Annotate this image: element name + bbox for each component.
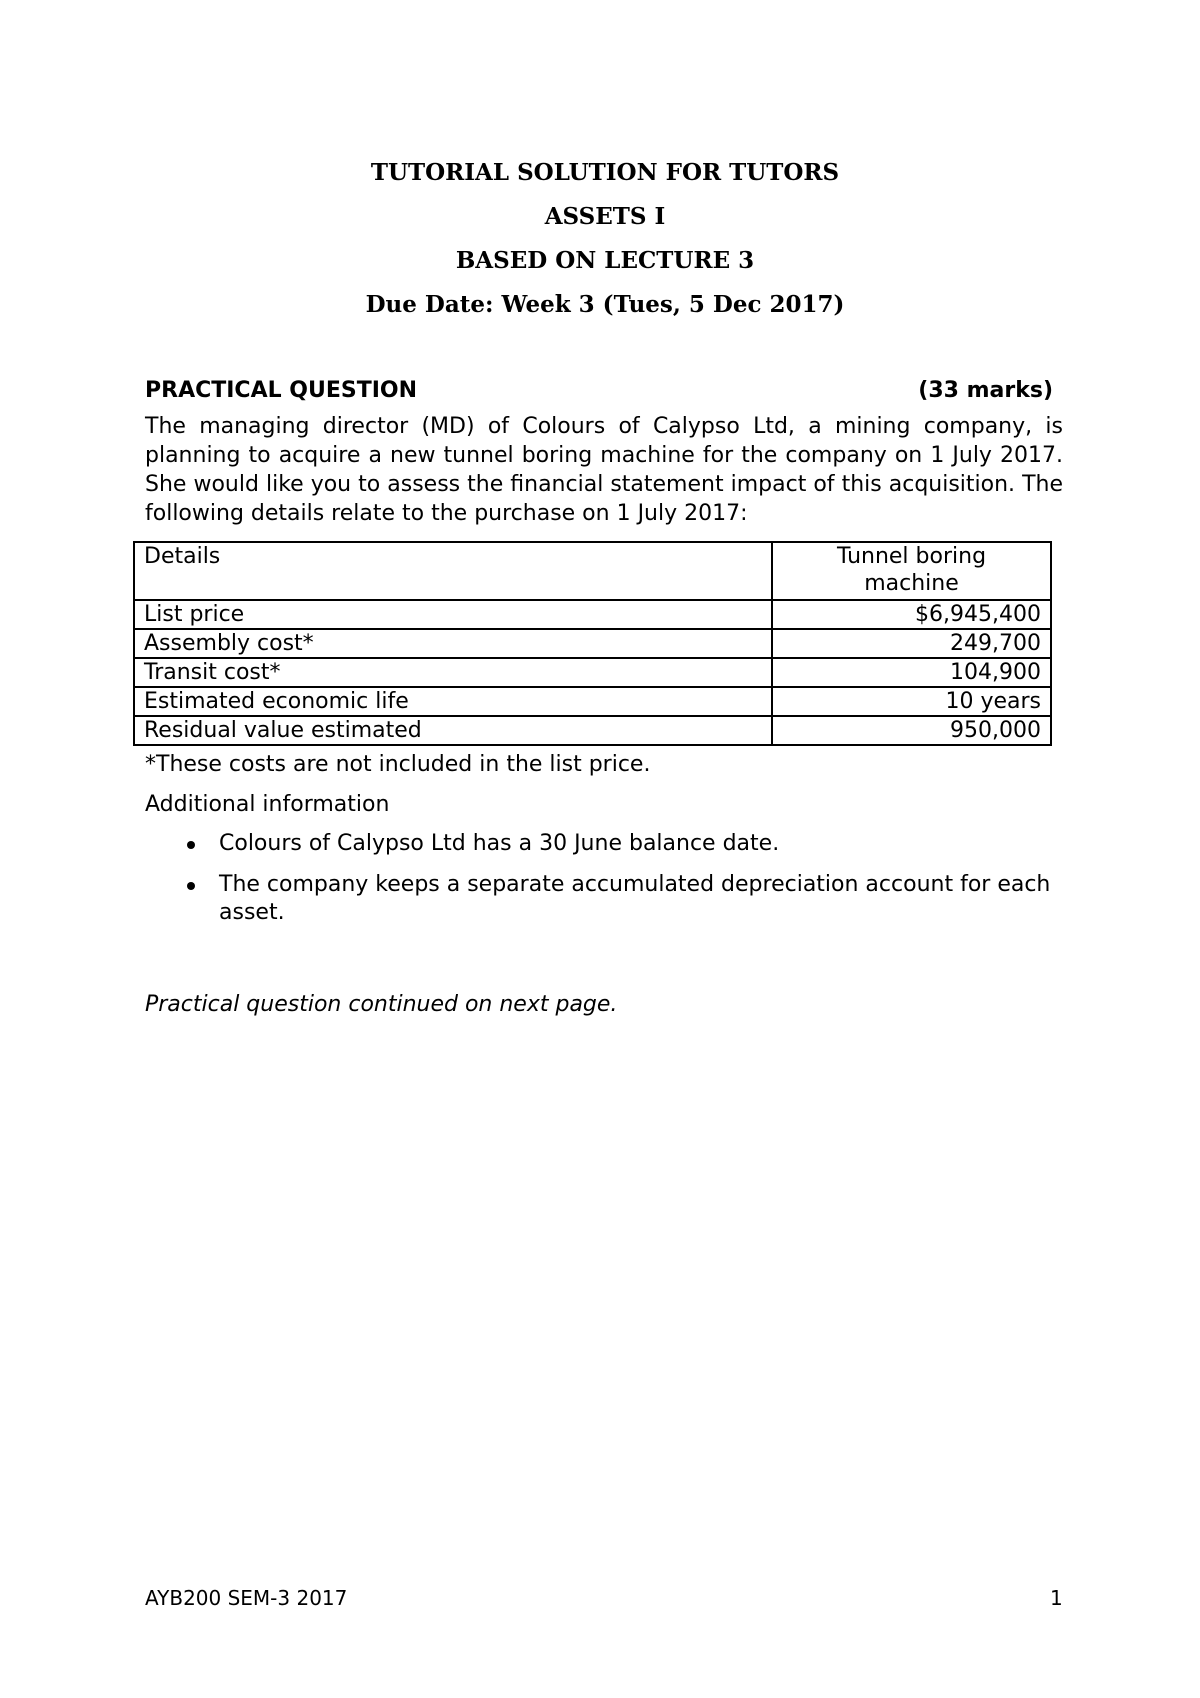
additional-info-title: Additional information (145, 792, 390, 817)
table-row (134, 629, 1051, 658)
bullet-icon (187, 841, 195, 849)
document-heading (0, 158, 1200, 334)
list-item (145, 871, 1063, 927)
table-header-machine-line1: Tunnel boring (836, 544, 987, 569)
section-title: PRACTICAL QUESTION (145, 378, 418, 403)
details-table (133, 541, 1052, 746)
intro-paragraph: The managing director (MD) of Colours of Calypso Ltd, a mining company, is planning to acquire a new tunnel boring machine for the company on 1 July 2017. She would like you to assess the financial statement impact of this acquisition. The following details relate to the purchase on 1 July 2017: (145, 414, 1063, 526)
table-header-details: Details (134, 542, 772, 600)
footer-course-code: AYB200 SEM-3 2017 (145, 1586, 348, 1610)
list-item-text: The company keeps a separate accumulated depreciation account for each asset. (219, 872, 1051, 925)
table-cell-label: Estimated economic life (134, 687, 772, 716)
table-row (134, 687, 1051, 716)
table-footnote: *These costs are not included in the list price. (145, 752, 651, 777)
list-item (145, 830, 1063, 858)
continued-note: Practical question continued on next page. (145, 992, 618, 1017)
additional-info-list (145, 830, 1063, 940)
table-cell-value: 950,000 (772, 716, 1051, 745)
table-cell-label: Residual value estimated (134, 716, 772, 745)
heading-lecture: BASED ON LECTURE 3 (455, 247, 755, 274)
heading-topic: ASSETS I (544, 203, 666, 230)
table-cell-label: Assembly cost* (134, 629, 772, 658)
footer-page-number: 1 (1050, 1586, 1063, 1610)
list-item-text: Colours of Calypso Ltd has a 30 June balance date. (219, 831, 780, 856)
section-marks: (33 marks) (918, 378, 1053, 403)
table-header-machine-line2: machine (864, 571, 959, 596)
bullet-icon (187, 882, 195, 890)
table-row (134, 716, 1051, 745)
table-cell-value: 249,700 (772, 629, 1051, 658)
heading-title: TUTORIAL SOLUTION FOR TUTORS (370, 159, 840, 186)
table-row (134, 658, 1051, 687)
table-cell-value: $6,945,400 (772, 600, 1051, 629)
table-cell-label: Transit cost* (134, 658, 772, 687)
section-header (145, 376, 1063, 406)
table-header-row (134, 542, 1051, 600)
table-cell-value: 10 years (772, 687, 1051, 716)
table-header-machine (772, 542, 1051, 600)
table-cell-label: List price (134, 600, 772, 629)
table-cell-value: 104,900 (772, 658, 1051, 687)
heading-due-date: Due Date: Week 3 (Tues, 5 Dec 2017) (365, 291, 845, 318)
table-row (134, 600, 1051, 629)
